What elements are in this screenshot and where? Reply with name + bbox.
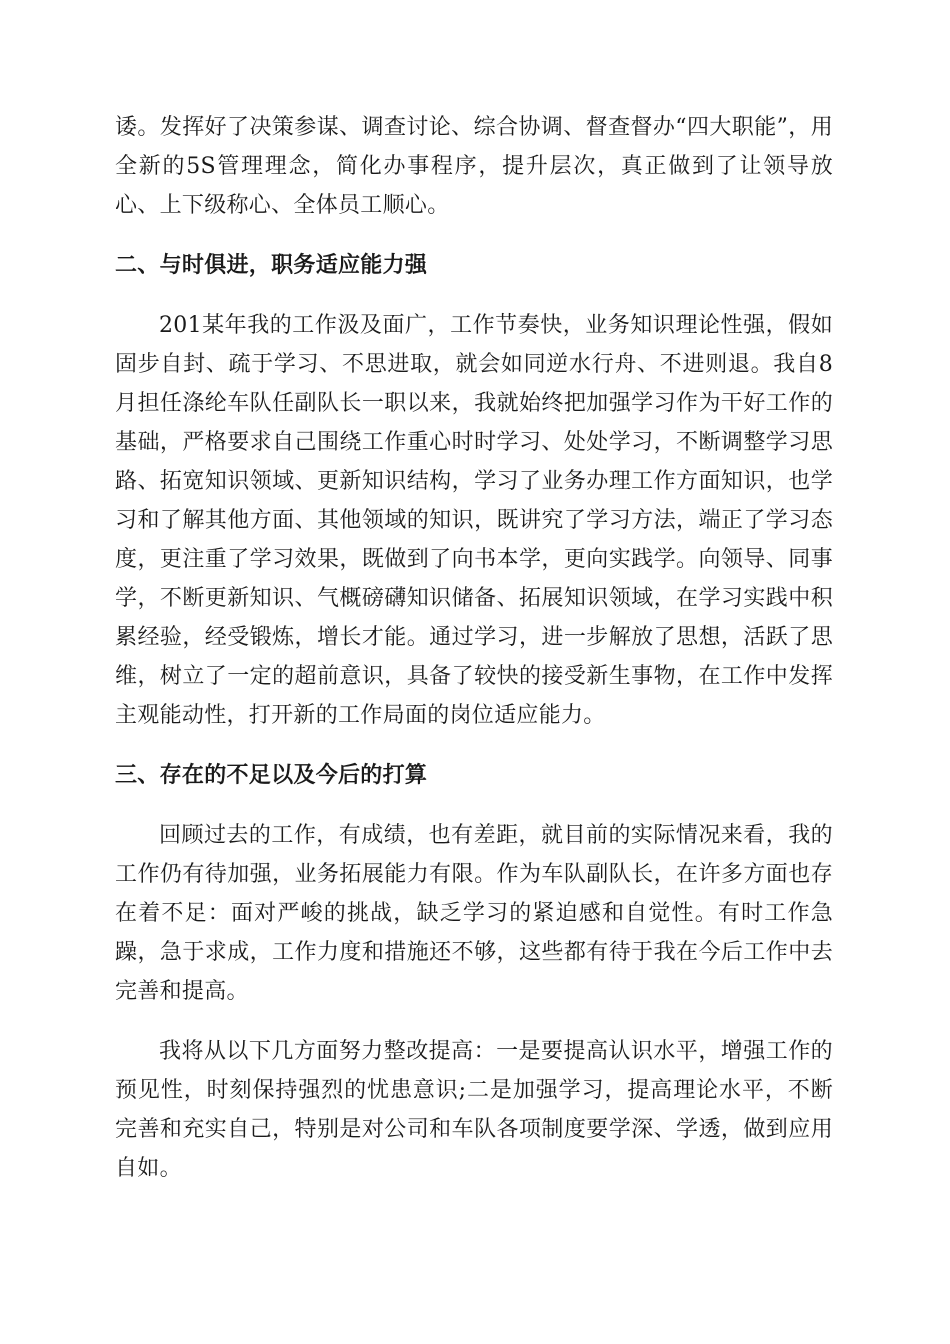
paragraph-learning: 201某年我的工作汲及面广，工作节奏快，业务知识理论性强，假如固步自封、疏于学习、不思进取，就会如同逆水行舟、不进则退。我自8月担任涤纶车队任副队长一职以来，我就始终把加强学习作为干好工作的基础，严格要求自己围绕工作重心时时学习、处处学习，不断调整学习思路、拓宽知识领域、更新知识结构，学习了业务办理工作方面知识，也学习和了解其他方面、其他领域的知识，既讲究了学习方法，端正了学习态度，更注重了学习效果，既做到了向书本学，更向实践学。向领导、同事学，不断更新知识、气概磅礴知识储备、拓展知识领域，在学习实践中积累经验，经受锻炼，增长才能。通过学习，进一步解放了思想，活跃了思维，树立了一定的超前意识，具备了较快的接受新生事物，在工作中发挥主观能动性，打开新的工作局面的岗位适应能力。 bbox=[115, 313, 833, 728]
section-heading-2: 二、与时俱进，职务适应能力强 bbox=[115, 253, 428, 278]
paragraph-functions: 诿。发挥好了决策参谋、调查讨论、综合协调、督查督办“四大职能”，用全新的5S管理理念，简化办事程序，提升层次，真正做到了让领导放心、上下级称心、全体员工顺心。 bbox=[115, 115, 833, 218]
document-body bbox=[115, 108, 833, 1209]
paragraph-improvement-plan: 我将从以下几方面努力整改提高：一是要提高认识水平，增强工作的预见性，时刻保持强烈的忧患意识;二是加强学习，提高理论水平，不断完善和充实自己，特别是对公司和车队各项制度要学深、学透，做到应用自如。 bbox=[115, 1039, 833, 1181]
section-heading-3: 三、存在的不足以及今后的打算 bbox=[115, 763, 428, 788]
paragraph-shortcomings: 回顾过去的工作，有成绩，也有差距，就目前的实际情况来看，我的工作仍有待加强，业务拓展能力有限。作为车队副队长，在许多方面也存在着不足：面对严峻的挑战，缺乏学习的紧迫感和自觉性。有时工作急躁，急于求成，工作力度和措施还不够，这些都有待于我在今后工作中去完善和提高。 bbox=[115, 823, 833, 1004]
